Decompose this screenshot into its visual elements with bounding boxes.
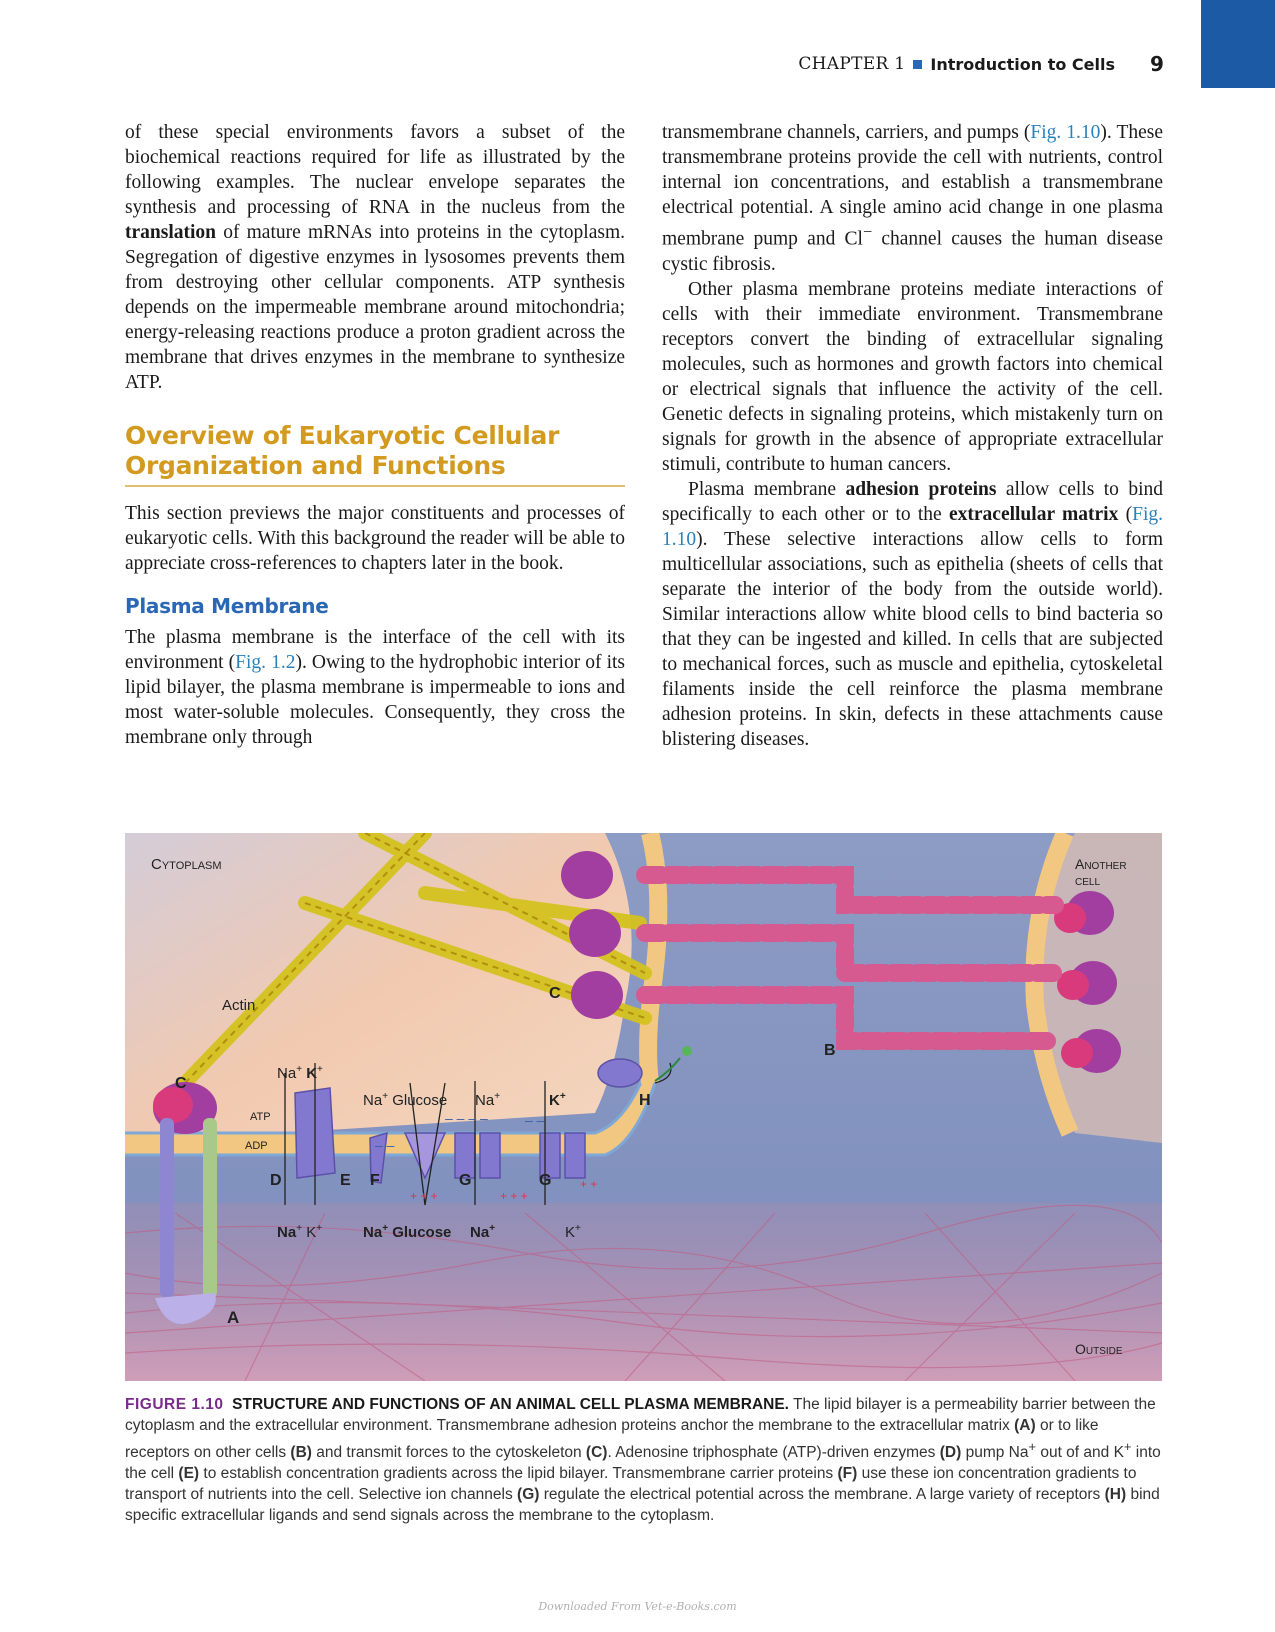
na-label: Na (277, 1224, 297, 1241)
paragraph: Plasma membrane adhesion proteins allow cells to bind specifically to each other or to the extracellular matrix (Fig. 1.10). These selective interactions allow cells to form multicellular associations, such as epithelia (sheets of cells that separate the interior of the body from the outside world). Similar interactions allow white blood cells to bind bacteria so that they can be ingested and killed. In cells that are subjected to mechanical forces, such as muscle and epithelia, cytoskeletal filaments inside the cell reinforce the plasma membrane adhesion proteins. In skin, defects in these attachments cause blistering diseases. (662, 478, 1164, 750)
chapter-number: CHAPTER 1 (798, 54, 906, 74)
svg-text:+ +: + + (580, 1177, 598, 1191)
another-cell-label: cell (1075, 872, 1101, 888)
adp-label: ADP (245, 1140, 268, 1152)
label-c: C (175, 1075, 187, 1092)
label-b: B (824, 1042, 836, 1059)
svg-text:Na+ K+: Na+ K+ (277, 1064, 323, 1082)
na-label: Na (277, 1065, 297, 1082)
figure-link[interactable]: Fig. 1.10 (1030, 122, 1101, 143)
na-label: Na (470, 1224, 490, 1241)
chapter-tab (1201, 0, 1275, 88)
right-column (662, 120, 1163, 752)
chapter-title: Introduction to Cells (930, 54, 1115, 74)
running-head (798, 54, 1115, 74)
figure-link[interactable]: Fig. 1.2 (235, 652, 296, 673)
paragraph: The plasma membrane is the interface of the cell with its environment (Fig. 1.2). Owing to the hydrophobic interior of its lipid bilayer, the plasma membrane is impermeable to ions and most water-soluble molecules. Consequently, they cross the membrane only through (125, 627, 626, 748)
label-g: G (459, 1172, 472, 1189)
svg-text:Na+ K+: Na+ K+ (277, 1223, 323, 1241)
paragraph: This section previews the major constituents and processes of eukaryotic cells. With this background the reader will be able to appreciate cross-references to chapters later in the book. (125, 503, 625, 574)
figure-label: FIGURE 1.10 (125, 1396, 224, 1413)
na-label: Na (363, 1224, 383, 1241)
k-label: K (306, 1224, 317, 1241)
download-watermark: Downloaded From Vet-e-Books.com (538, 1600, 737, 1613)
outside-label: Outside (1075, 1341, 1123, 1357)
svg-text:K+: K+ (565, 1223, 581, 1241)
label-h: H (639, 1092, 651, 1109)
label-e: E (340, 1172, 351, 1189)
svg-text:– –: – – (525, 1112, 545, 1128)
page-number: 9 (1150, 52, 1164, 76)
paragraph: of these special environments favors a subset of the biochemical reactions required for life as illustrated by the following examples. The nuclear envelope separates the synthesis and processing of RNA in the nucleus from the translation of mature mRNAs into proteins in the cytoplasm. Segregation of digestive enzymes in lysosomes prevents them from destroying other cellular components. ATP synthesis depends on the impermeable membrane around mitochondria; energy-releasing reactions produce a proton gradient across the membrane that drives enzymes in the membrane to synthesize ATP. (125, 122, 625, 393)
svg-text:– –: – – (375, 1137, 395, 1153)
label-a: A (227, 1308, 240, 1327)
actin-label: Actin (222, 997, 256, 1014)
label-c: C (549, 985, 561, 1002)
glucose-label: Glucose (392, 1224, 452, 1241)
label-g: G (539, 1172, 552, 1189)
svg-text:– – – –: – – – – (445, 1110, 488, 1126)
svg-text:Na+: Na+ (475, 1091, 501, 1109)
k-label: K (565, 1224, 576, 1241)
na-label: Na (475, 1092, 495, 1109)
svg-text:+ + +: + + + (410, 1189, 438, 1203)
k-label: K (549, 1092, 560, 1109)
svg-text:Na+ Glucose: Na+ Glucose (363, 1091, 448, 1109)
svg-text:Na+: Na+ (470, 1223, 496, 1241)
k-label: K (306, 1065, 318, 1082)
svg-text:Na+ Glucose: Na+ Glucose (363, 1223, 452, 1241)
figure-caption: FIGURE 1.10 STRUCTURE AND FUNCTIONS OF AN ANIMAL CELL PLASMA MEMBRANE. The lipid bilayer is a permeability barrier between the cytoplasm and the extracellular environment. Transmembrane adhesion proteins anchor the membrane to the extracellular matrix (A) or to like receptors on other cells (B) and transmit forces to the cytoskeleton (C). Adenosine triphosphate (ATP)-driven enzymes (D) pump Na+ out of and K+ into the cell (E) to establish concentration gradients across the lipid bilayer. Transmembrane carrier proteins (F) use these ion concentration gradients to transport of nutrients into the cell. Selective ion channels (G) regulate the electrical potential across the membrane. A large variety of receptors (H) bind specific extracellular ligands and send signals across the membrane to the cytoplasm. (125, 1396, 1161, 1525)
square-bullet-icon (913, 60, 922, 69)
label-d: D (270, 1172, 282, 1189)
label-f: F (370, 1172, 380, 1189)
figure-title: STRUCTURE AND FUNCTIONS OF AN ANIMAL CELL PLASMA MEMBRANE. (232, 1396, 789, 1413)
glucose-label: Glucose (392, 1092, 448, 1109)
svg-text:+ + +: + + + (500, 1189, 528, 1203)
another-cell-label: Another (1075, 856, 1127, 872)
paragraph: Other plasma membrane proteins mediate interactions of cells with their immediate environment. Transmembrane receptors convert the binding of extracellular signaling molecules, such as hormones and growth factors into chemical or electrical signals that influence the activity of the cell. Genetic defects in signaling proteins, which mistakenly turn on signals for growth in the absence of appropriate extracellular stimuli, contribute to human cancers. (662, 278, 1163, 475)
na-label: Na (363, 1092, 383, 1109)
subsection-heading: Plasma Membrane (125, 594, 329, 618)
svg-text:K+: K+ (549, 1091, 566, 1109)
left-column (125, 120, 625, 750)
paragraph: transmembrane channels, carriers, and pumps (Fig. 1.10). These transmembrane proteins provide the cell with nutrients, control internal ion concentrations, and establish a transmembrane electrical potential. A single amino acid change in one plasma membrane pump and Cl− channel causes the human disease cystic fibrosis. (662, 122, 1164, 275)
atp-label: ATP (250, 1111, 271, 1123)
section-heading: Overview of Eukaryotic Cellular Organization and Functions (125, 421, 625, 487)
cytoplasm-label: Cytoplasm (151, 856, 222, 873)
figure-link[interactable]: Fig. 1.10 (662, 503, 1164, 550)
membrane-figure (125, 833, 1162, 1381)
